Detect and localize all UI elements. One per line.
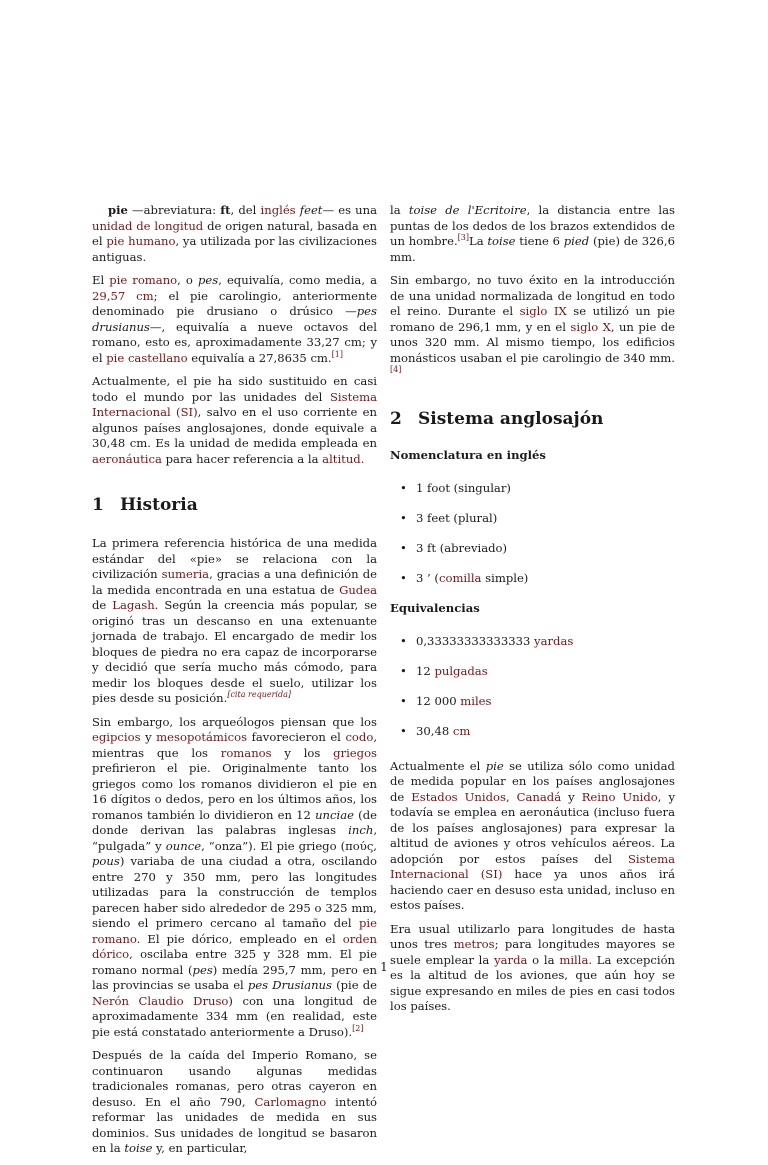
list-item: • 3 ’ (comilla simple) [390, 571, 675, 586]
link-unidad-de-longitud[interactable]: unidad de longitud [92, 218, 204, 233]
left-column [92, 203, 377, 1165]
link-reino-unido[interactable]: Reino Unido [581, 789, 658, 804]
link-siglo-ix[interactable]: siglo IX [519, 304, 567, 318]
list-item: • 1 foot (singular) [390, 481, 675, 496]
link-sistema-internacional-2[interactable]: Sistema Internacional (SI) [390, 851, 675, 881]
intro-paragraph-2: El pie romano, o pes, equivalía, como media, a 29,57 cm; el pie carolingio, anteriormente denominado pie drusiano o drúsico —pes drusianus—, equivalía a nueve octavos del romano, esto es, aproximadamente 33,27 cm; y el pie castellano equivalía a 27,8635 cm.[1] [92, 273, 377, 365]
link-siglo-x[interactable]: siglo X [570, 319, 611, 334]
intro-paragraph-3: Actualmente, el pie ha sido sustituido en casi todo el mundo por las unidades del Sistema Internacional (SI), salvo en el uso corriente en algunos países anglosajones, donde equivale a 30,48 cm. Es la unidad de medida empleada en aeronáutica para hacer referencia a la altitud. [92, 374, 377, 466]
list-item: • 3 feet (plural) [390, 511, 675, 526]
link-mesopotamicos[interactable]: mesopotámicos [156, 730, 248, 744]
section-heading-historia: 1 Historia [92, 495, 198, 515]
link-sumeria[interactable]: sumeria [161, 567, 210, 581]
section-heading-sistema-anglosajon: 2 Sistema anglosajón [390, 408, 604, 429]
reference-2[interactable]: [2] [352, 1023, 364, 1033]
anglosajon-paragraph-2: Era usual utilizarlo para longitudes de hasta unos tres metros; para longitudes mayores se suele emplear la yarda o la milla. La excepción es la altitud de los aviones, que aún hoy se sigue expresando en miles de pies en casi todos los países. [390, 921, 676, 1013]
link-sistema-internacional[interactable]: Sistema Internacional (SI) [92, 389, 377, 419]
link-griegos[interactable]: griegos [333, 745, 377, 760]
term-pie: pie [108, 203, 128, 217]
link-pie-romano[interactable]: pie romano [109, 273, 178, 287]
link-estados-unidos[interactable]: Estados Unidos [411, 789, 506, 804]
nomenclatura-list [390, 481, 675, 586]
link-altitud[interactable]: altitud [322, 451, 361, 466]
link-pie-romano-2[interactable]: pie romano [92, 916, 377, 946]
list-item: • 0,33333333333333 yardas [390, 634, 675, 649]
historia-paragraph-2: Sin embargo, los arqueólogos piensan que los egipcios y mesopotámicos favorecieron el codo, mientras que los romanos y los griegos prefirieron el pie. Originalmente tanto los griegos como los romanos dividieron el pie en 16 dígitos o dedos, pero en los últimos años, los romanos también lo dividieron en 12 unciae (de donde derivan las palabras inglesas inch, “pulgada” y ounce, “onza”). El pie griego (πούς, pous) variaba de una ciudad a otra, oscilando entre 270 y 350 mm, pero las longitudes utilizadas para la construcción de templos parecen haber sido alrededor de 295 o 325 mm, siendo el primero cercano al tamaño del pie romano. El pie dórico, empleado en el orden dórico, oscilaba entre 325 y 328 mm. El pie romano normal (pes) medía 295,7 mm, pero en las provincias se usaba el pes Drusianus (pie de Nerón Claudio Druso) con una longitud de aproximadamente 334 mm (en realidad, este pie está constatado anteriormente a Druso).[2] [92, 714, 377, 1039]
reference-4[interactable]: [4] [390, 365, 402, 375]
link-yardas[interactable]: yardas [534, 633, 574, 648]
right-column [390, 203, 675, 1023]
link-neron-claudio-druso[interactable]: Nerón Claudio Druso [92, 993, 229, 1008]
list-item: • 12 pulgadas [390, 664, 675, 679]
link-ingles[interactable]: inglés [260, 203, 296, 217]
anglosajon-paragraph-1: Actualmente el pie se utiliza sólo como unidad de medida popular en los países anglosajones de Estados Unidos, Canadá y Reino Unido, y todavía se emplea en aeronáutica (incluso fuera de los países anglosajones) para expresar la altitud de aviones y otros vehículos aéreos. La adopción por estos países del Sistema Internacional (SI) hace ya unos años irá haciendo caer en desuso esta unidad, incluso en estos países. [390, 758, 676, 912]
link-carlomagno[interactable]: Carlomagno [254, 1094, 327, 1109]
reference-1[interactable]: [1] [331, 349, 343, 359]
link-aeronautica[interactable]: aeronáutica [92, 451, 162, 466]
right-paragraph-2: Sin embargo, no tuvo éxito en la introducción de una unidad normalizada de longitud en todo el reino. Durante el siglo IX se utilizó un pie romano de 296,1 mm, y en el siglo X, un pie de unos 320 mm. Al mismo tiempo, los edificios monásticos usaban el pie carolingio de 340 mm.[4] [390, 273, 676, 375]
link-milla[interactable]: milla [559, 952, 589, 967]
link-romanos[interactable]: romanos [220, 745, 272, 760]
subheading-equivalencias: Equivalencias [390, 600, 480, 615]
link-codo[interactable]: codo [345, 730, 374, 744]
reference-3[interactable]: [3] [457, 233, 469, 243]
subheading-nomenclatura: Nomenclatura en inglés [390, 447, 546, 462]
link-pie-castellano[interactable]: pie castellano [106, 350, 188, 365]
historia-paragraph-3: Después de la caída del Imperio Romano, se continuaron usando algunas medidas tradicionales romanas, pero otras cayeron en desuso. En el año 790, Carlomagno intentó reformar las unidades de medida en sus dominios. Sus unidades de longitud se basaron en la toise y, en particular, [92, 1048, 377, 1155]
page-number: 1 [380, 960, 388, 974]
link-miles[interactable]: miles [460, 693, 492, 708]
right-paragraph-1: la toise de l'Ecritoire, la distancia entre las puntas de los dedos de los brazos extendidos de un hombre.[3]La toise tiene 6 pied (pie) de 326,6 mm. [390, 203, 675, 264]
link-pulgadas[interactable]: pulgadas [434, 663, 488, 678]
link-gudea[interactable]: Gudea [339, 582, 377, 597]
list-item: • 30,48 cm [390, 724, 675, 739]
link-29-57-cm[interactable]: 29,57 cm [92, 288, 154, 303]
equivalencias-list [390, 634, 675, 739]
link-orden-dorico[interactable]: orden dórico [92, 931, 377, 961]
list-item: • 12 000 miles [390, 694, 675, 709]
link-yarda[interactable]: yarda [494, 952, 528, 967]
link-cm[interactable]: cm [452, 723, 471, 738]
link-egipcios[interactable]: egipcios [92, 730, 141, 744]
list-item: • 3 ft (abreviado) [390, 541, 675, 556]
link-pie-humano[interactable]: pie humano [106, 234, 176, 248]
historia-paragraph-1: La primera referencia histórica de una medida estándar del «pie» se relaciona con la civilización sumeria, gracias a una definición de la medida encontrada en una estatua de Gudea de Lagash. Según la creencia más popular, se originó tras un descanso en una extenuante jornada de trabajo. El encargado de medir los bloques de piedra no era capaz de incorporarse y decidió que sería mucho más cómodo, para medir los bloques desde el suelo, utilizar los pies desde su posición.[cita requerida] [92, 536, 378, 705]
link-canada[interactable]: Canadá [516, 789, 562, 804]
link-lagash[interactable]: Lagash [112, 598, 155, 612]
citation-needed[interactable]: [cita requerida] [227, 690, 291, 700]
link-comilla[interactable]: comilla [438, 570, 482, 585]
link-metros[interactable]: metros [453, 937, 495, 951]
intro-paragraph-1: pie —abreviatura: ft, del inglés feet— es una unidad de longitud de origen natural, basada en el pie humano, ya utilizada por las civilizaciones antiguas. [92, 203, 378, 264]
